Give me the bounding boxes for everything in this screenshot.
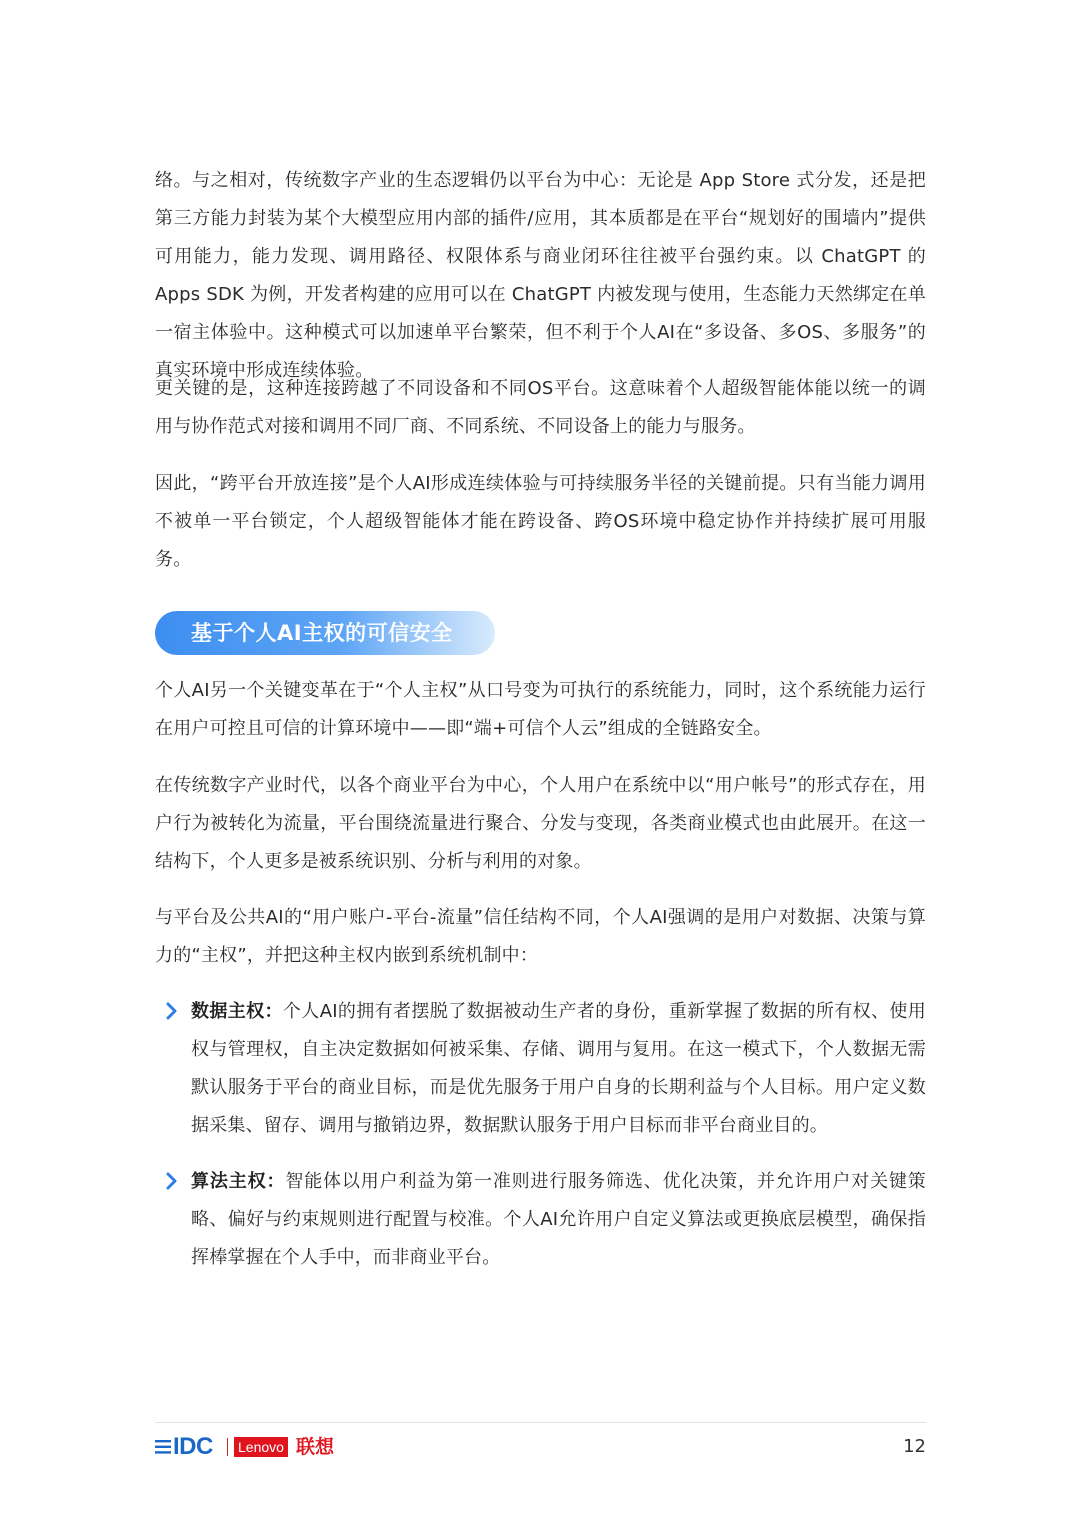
idc-logo-text: IDC xyxy=(173,1433,213,1460)
bullet-term: 数据主权： xyxy=(191,1001,283,1022)
bullet-text xyxy=(155,993,926,1145)
lenovo-cn-logo: 联想 xyxy=(296,1436,335,1458)
bullet-body: 个人AI的拥有者摆脱了数据被动生产者的身份，重新掌握了数据的所有权、使用权与管理权，自主决定数据如何被采集、存储、调用与复用。在这一模式下，个人数据无需默认服务于平台的商业目标，而是优先服务于用户自身的长期利益与个人目标。用户定义数据采集、留存、调用与撤销边界，数据默认服务于用户目标而非平台商业目的。 xyxy=(191,1001,926,1136)
paragraph-cross-device: 更关键的是，这种连接跨越了不同设备和不同OS平台。这意味着个人超级智能体能以统一的调用与协作范式对接和调用不同厂商、不同系统、不同设备上的能力与服务。 xyxy=(155,378,926,437)
logo-separator xyxy=(227,1438,228,1456)
paragraph-personal-sovereignty: 个人AI另一个关键变革在于“个人主权”从口号变为可执行的系统能力，同时，这个系统能力运行在用户可控且可信的计算环境中——即“端+可信个人云”组成的全链路安全。 xyxy=(155,680,926,739)
paragraph-traditional-era: 在传统数字产业时代，以各个商业平台为中心，个人用户在系统中以“用户帐号”的形式存在，用户行为被转化为流量，平台围绕流量进行聚合、分发与变现，各类商业模式也由此展开。在这一结构下，个人更多是被系统识别、分析与利用的对象。 xyxy=(155,775,926,872)
bullet-body: 智能体以用户利益为第一准则进行服务筛选、优化决策，并允许用户对关键策略、偏好与约束规则进行配置与校准。个人AI允许用户自定义算法或更换底层模型，确保指挥棒掌握在个人手中，而非商业平台。 xyxy=(191,1171,927,1268)
paragraph-platform-ecosystem: 络。与之相对，传统数字产业的生态逻辑仍以平台为中心：无论是 App Store 式分发，还是把第三方能力封装为某个大模型应用内部的插件/应用，其本质都是在平台“规划好的围墙内”提供可用能力，能力发现、调用路径、权限体系与商业闭环往往被平台强约束。以 ChatGPT 的 Apps SDK 为例，开发者构建的应用可以在 ChatGPT 内被发现与使用，生态能力天然绑定在单一宿主体验中。这种模式可以加速单平台繁荣，但不利于个人AI在“多设备、多OS、多服务”的真实环境中形成连续体验。 xyxy=(155,170,926,381)
idc-logo xyxy=(155,1434,213,1460)
idc-lines-icon xyxy=(155,1438,171,1456)
bullet-term: 算法主权： xyxy=(191,1171,286,1192)
lenovo-logo: Lenovo xyxy=(234,1437,288,1457)
page-footer xyxy=(155,1432,926,1462)
chevron-right-icon xyxy=(165,1171,185,1193)
bullet-text xyxy=(155,1163,926,1277)
page-number: 12 xyxy=(903,1436,926,1457)
section-heading: 基于个人AI主权的可信安全 xyxy=(155,611,495,655)
chevron-right-icon xyxy=(165,1001,185,1023)
paragraph-cross-platform-premise: 因此，“跨平台开放连接”是个人AI形成连续体验与可持续服务半径的关键前提。只有当能力调用不被单一平台锁定，个人超级智能体才能在跨设备、跨OS环境中稳定协作并持续扩展可用服务。 xyxy=(155,473,926,570)
bullet-algorithm-sovereignty xyxy=(155,1163,926,1277)
paragraph-trust-structure: 与平台及公共AI的“用户账户-平台-流量”信任结构不同，个人AI强调的是用户对数据、决策与算力的“主权”，并把这种主权内嵌到系统机制中： xyxy=(155,907,926,966)
footer-divider xyxy=(155,1422,926,1423)
bullet-data-sovereignty xyxy=(155,993,926,1145)
